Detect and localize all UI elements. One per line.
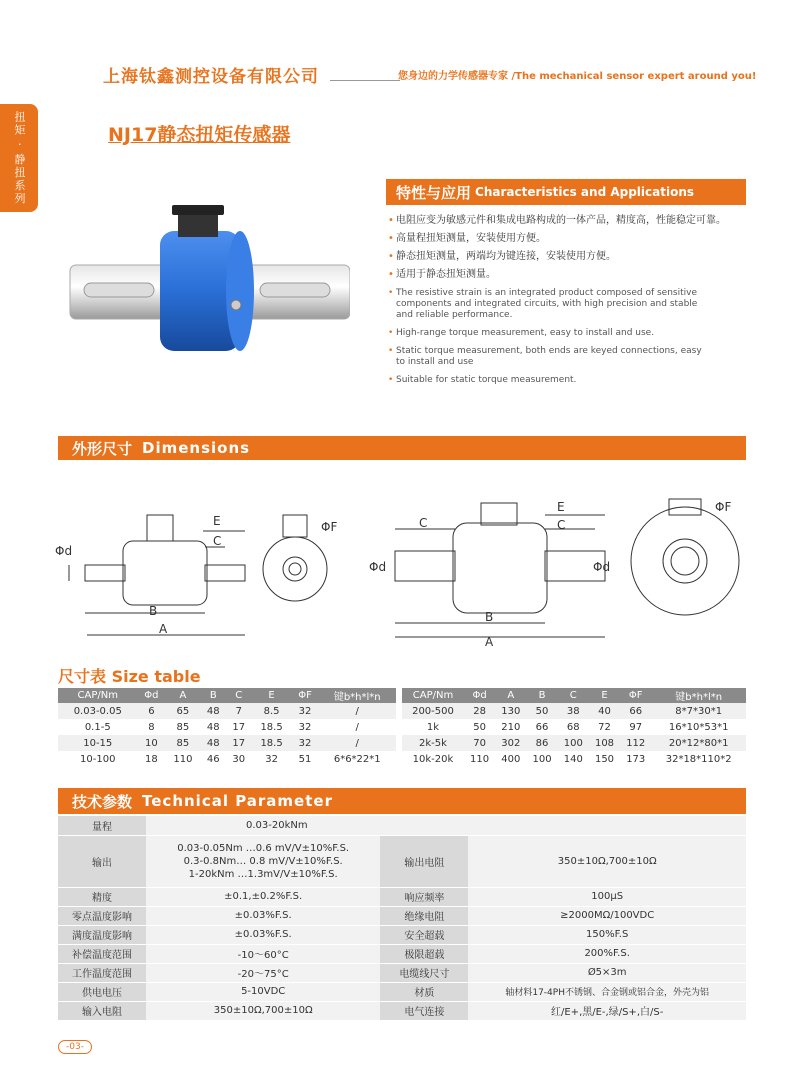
feature-item: • 电阻应变为敏感元件和集成电路构成的一体产品，精度高，性能稳定可靠。: [388, 213, 758, 228]
table-row: [402, 719, 746, 735]
cell: 100: [558, 735, 589, 751]
cell: 68: [566, 721, 580, 733]
param-label: 工作温度范围: [58, 963, 146, 982]
company-name: 上海钛鑫测控设备有限公司: [103, 67, 319, 87]
table-row: [58, 925, 746, 944]
product-title: NJ17静态扭矩传感器: [108, 124, 291, 146]
cell: 10: [138, 735, 166, 751]
label-d-large-right: Φd: [593, 560, 611, 574]
cell: 400: [501, 753, 521, 765]
param-label: 电缆线尺寸: [380, 963, 468, 982]
features-list-en: [388, 288, 708, 393]
param-label: 补偿温度范围: [58, 944, 146, 963]
cell: 51: [298, 753, 312, 765]
cell: 1k: [426, 721, 440, 733]
cell: 8.5: [252, 703, 292, 719]
label-d-large-left: Φd: [369, 560, 387, 574]
cell: 18.5: [260, 721, 283, 733]
cell: 10-100: [80, 753, 116, 765]
table-row: [58, 703, 396, 719]
cell: 10-15: [58, 735, 138, 751]
param-label: 响应频率: [380, 887, 468, 906]
cell: 112: [620, 735, 651, 751]
param-value: 350±10Ω,700±10Ω: [146, 1001, 380, 1020]
param-label: 材质: [380, 982, 468, 1001]
param-label: 供电电压: [58, 982, 146, 1001]
label-b-large: B: [485, 610, 494, 624]
size-table-left: [58, 688, 396, 767]
param-value: ±0.03%F.S.: [146, 925, 380, 944]
label-a-large: A: [485, 635, 494, 649]
cell: 6: [138, 703, 166, 719]
param-value: 轴材料17-4PH不锈钢、合金钢或铝合金，外壳为铝: [468, 982, 746, 1001]
dimensions-header: [58, 436, 746, 460]
label-e-small: E: [213, 514, 221, 528]
param-value: 100μS: [468, 887, 746, 906]
cell: 86: [526, 735, 557, 751]
cell: 85: [176, 721, 190, 733]
cell: 32: [292, 735, 319, 751]
cell: /: [355, 721, 359, 733]
table-row: [402, 751, 746, 767]
cell: 210: [501, 721, 521, 733]
output-res-label: 输出电阻: [380, 835, 468, 887]
cell: 70: [464, 735, 495, 751]
cell: 0.03-0.05: [58, 703, 138, 719]
cell: /: [318, 703, 396, 719]
cell: 28: [464, 703, 495, 719]
product-photo: [60, 205, 350, 355]
param-label: 零点温度影响: [58, 906, 146, 925]
tech-param-table: [58, 816, 746, 1021]
cell: 32: [298, 721, 312, 733]
cell: 50: [526, 703, 557, 719]
label-c-large: C: [557, 518, 566, 532]
feature-item: • 高量程扭矩测量，安装使用方便。: [388, 231, 758, 246]
param-label: 安全超载: [380, 925, 468, 944]
col-cap: CAP/Nm: [58, 688, 138, 703]
tech-title-en: Technical Parameter: [142, 792, 333, 810]
cell: 32: [292, 703, 319, 719]
col-a: A: [165, 688, 200, 703]
feature-item: • High-range torque measurement, easy to install and use.: [388, 328, 708, 339]
cell: 2k-5k: [402, 735, 464, 751]
cell: 17: [232, 721, 246, 733]
label-f-large: ΦF: [715, 500, 732, 514]
col-f: ΦF: [292, 688, 319, 703]
cell: 18.5: [252, 735, 292, 751]
cell: 46: [206, 753, 220, 765]
param-value: -10～60°C: [146, 944, 380, 963]
col-d: Φd: [464, 688, 495, 703]
dimensions-title-en: Dimensions: [142, 439, 251, 457]
cell: 140: [563, 753, 583, 765]
table-row: [58, 735, 396, 751]
param-label: 绝缘电阻: [380, 906, 468, 925]
cell: 40: [589, 703, 620, 719]
param-value: 红/E+,黑/E-,绿/S+,白/S-: [468, 1001, 746, 1020]
cell: 173: [626, 753, 646, 765]
param-value: ≥2000MΩ/100VDC: [468, 906, 746, 925]
col-key: 键b*h*l*n: [651, 688, 746, 703]
table-row: [58, 1001, 746, 1020]
col-b: B: [526, 688, 557, 703]
cell: 10k-20k: [412, 753, 454, 765]
output-label: 输出: [58, 835, 146, 887]
cell: 66: [535, 721, 549, 733]
feature-item: • Static torque measurement, both ends are keyed connections, easy to install and use: [388, 346, 708, 368]
cell: 100: [532, 753, 552, 765]
table-row: [58, 906, 746, 925]
label-e-large: E: [557, 500, 565, 514]
output-value: [146, 835, 380, 887]
dimensions-title-zh: 外形尺寸: [72, 439, 133, 458]
param-label: 电气连接: [380, 1001, 468, 1020]
small-front-view: [263, 515, 327, 601]
col-e: E: [589, 688, 620, 703]
col-c: C: [558, 688, 589, 703]
cell: 6*6*22*1: [333, 753, 381, 765]
table-row: [58, 835, 746, 887]
feature-item: • The resistive strain is an integrated product composed of sensitive components and integrated circuits, with high precision and stable and reliable performance.: [388, 288, 708, 321]
table-row: [58, 944, 746, 963]
param-label: 满度温度影响: [58, 925, 146, 944]
cell: 32: [265, 753, 278, 765]
size-table-title: 尺寸表 Size table: [58, 667, 201, 686]
cell: 20*12*80*1: [651, 735, 746, 751]
col-key: 键b*h*l*n: [318, 688, 396, 703]
col-c: C: [226, 688, 252, 703]
size-table-right: [402, 688, 746, 767]
feature-item: • Suitable for static torque measurement.: [388, 375, 708, 386]
col-b: B: [201, 688, 227, 703]
large-front-view: [631, 499, 739, 615]
features-list-zh: [388, 213, 758, 285]
features-title-zh: 特性与应用: [396, 183, 472, 202]
cell: 72: [598, 721, 611, 733]
range-value: 0.03-20kNm: [146, 816, 746, 835]
output-line: 0.03-0.05Nm …0.6 mV/V±10%F.S.: [177, 842, 350, 854]
side-category-tab: 扭矩 · 静扭系列: [0, 104, 38, 212]
table-row: [402, 703, 746, 719]
cell: 302: [495, 735, 526, 751]
param-value: 5-10VDC: [146, 982, 380, 1001]
param-label: 极限超载: [380, 944, 468, 963]
param-value: -20～75°C: [146, 963, 380, 982]
features-header: [386, 179, 746, 205]
param-label: 输入电阻: [58, 1001, 146, 1020]
cell: 108: [589, 735, 620, 751]
cell: 130: [495, 703, 526, 719]
col-a: A: [495, 688, 526, 703]
feature-item: • 适用于静态扭矩测量。: [388, 267, 758, 282]
cell: 50: [473, 721, 486, 733]
cell: 48: [201, 735, 227, 751]
cell: 66: [620, 703, 651, 719]
param-value: ±0.1,±0.2%F.S.: [146, 887, 380, 906]
label-d-small: Φd: [55, 544, 73, 558]
cell: 110: [173, 753, 193, 765]
cell: 38: [558, 703, 589, 719]
cell: 65: [165, 703, 200, 719]
tech-title-zh: 技术参数: [72, 792, 133, 811]
cell: 48: [206, 721, 220, 733]
cell: 48: [201, 703, 227, 719]
cell: 32*18*110*2: [665, 753, 732, 765]
range-label: 量程: [58, 816, 146, 835]
cell: 16*10*53*1: [668, 721, 729, 733]
label-c2-large: C: [419, 516, 428, 530]
label-a-small: A: [159, 622, 168, 636]
table-row: [58, 816, 746, 835]
cell: 85: [165, 735, 200, 751]
feature-item: • 静态扭矩测量，两端均为键连接，安装使用方便。: [388, 249, 758, 264]
cell: 200-500: [402, 703, 464, 719]
cell: 17: [226, 735, 252, 751]
param-value: 150%F.S: [468, 925, 746, 944]
table-row: [58, 887, 746, 906]
cell: 18: [145, 753, 158, 765]
company-tagline: 您身边的力学传感器专家 /The mechanical sensor expert around you!: [398, 71, 757, 82]
table-header-row: [58, 688, 396, 703]
param-value: 200%F.S.: [468, 944, 746, 963]
param-value: Ø5×3m: [468, 963, 746, 982]
cell: 0.1-5: [84, 721, 111, 733]
table-row: [402, 735, 746, 751]
table-header-row: [402, 688, 746, 703]
output-line: 1-20kNm …1.3mV/V±10%F.S.: [188, 868, 338, 880]
cell: 110: [470, 753, 490, 765]
cell: 97: [629, 721, 643, 733]
label-f-small: ΦF: [321, 520, 338, 534]
col-cap: CAP/Nm: [402, 688, 464, 703]
output-res-value: 350±10Ω,700±10Ω: [468, 835, 746, 887]
col-e: E: [252, 688, 292, 703]
label-b-small: B: [149, 604, 158, 618]
output-line: 0.3-0.8Nm… 0.8 mV/V±10%F.S.: [183, 855, 343, 867]
cell: 30: [232, 753, 246, 765]
cell: 7: [226, 703, 252, 719]
header-divider: [330, 80, 400, 81]
page-number: -03-: [58, 1040, 92, 1054]
cell: 8*7*30*1: [651, 703, 746, 719]
table-row: [58, 982, 746, 1001]
col-f: ΦF: [620, 688, 651, 703]
cell: 150: [594, 753, 615, 765]
cell: 8: [148, 721, 155, 733]
features-title-en: Characteristics and Applications: [475, 185, 695, 199]
table-row: [58, 963, 746, 982]
tech-header: [58, 788, 746, 814]
table-row: [58, 751, 396, 767]
label-c-small: C: [213, 534, 222, 548]
dimension-drawings: [55, 495, 755, 655]
table-row: [58, 719, 396, 735]
cell: /: [318, 735, 396, 751]
param-label: 精度: [58, 887, 146, 906]
col-d: Φd: [138, 688, 166, 703]
param-value: ±0.03%F.S.: [146, 906, 380, 925]
